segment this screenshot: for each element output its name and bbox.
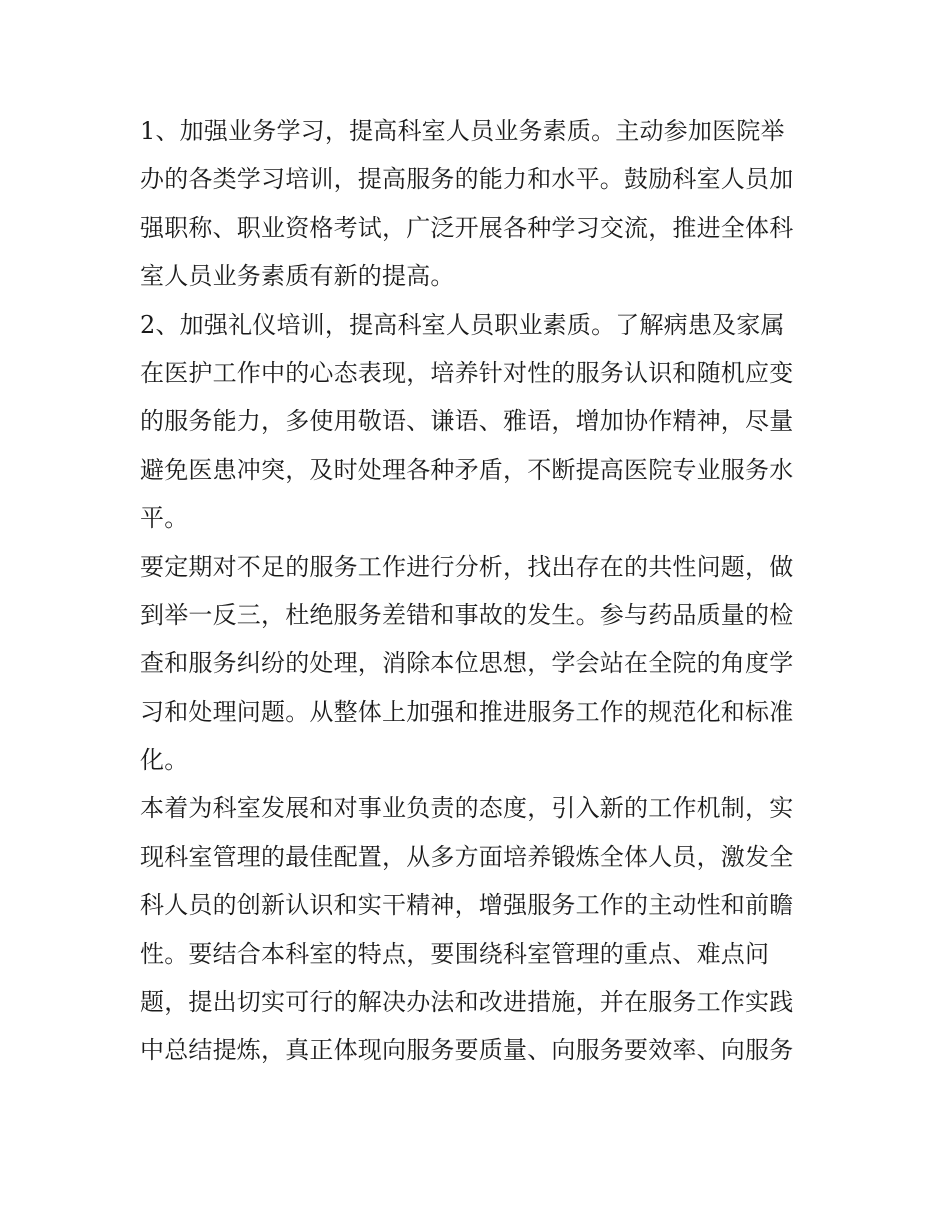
text-line: 的服务能力，多使用敬语、谦语、雅语，增加协作精神，尽量 <box>140 407 794 436</box>
text-line: 题，提出切实可行的解决办法和改进措施，并在服务工作实践 <box>140 988 794 1017</box>
text-line: 强职称、职业资格考试，广泛开展各种学习交流，推进全体科 <box>140 213 794 242</box>
text-line: 中总结提炼，真正体现向服务要质量、向服务要效率、向服务 <box>140 1036 794 1065</box>
document-body <box>140 107 820 1075</box>
text-line: 1、加强业务学习，提高科室人员业务素质。主动参加医院举 <box>140 117 785 145</box>
text-line: 科人员的创新认识和实干精神，增强服务工作的主动性和前瞻 <box>140 891 794 920</box>
text-line: 办的各类学习培训，提高服务的能力和水平。鼓励科室人员加 <box>140 165 794 194</box>
text-line: 现科室管理的最佳配置，从多方面培养锻炼全体人员，激发全 <box>140 842 794 871</box>
text-line: 2、加强礼仪培训，提高科室人员职业素质。了解病患及家属 <box>140 310 785 339</box>
text-line: 本着为科室发展和对事业负责的态度，引入新的工作机制，实 <box>140 794 794 823</box>
text-line: 室人员业务素质有新的提高。 <box>140 262 455 291</box>
text-line: 习和处理问题。从整体上加强和推进服务工作的规范化和标准 <box>140 697 794 726</box>
text-line: 要定期对不足的服务工作进行分析，找出存在的共性问题，做 <box>140 552 794 581</box>
text-line: 性。要结合本科室的特点，要围绕科室管理的重点、难点问 <box>140 939 770 968</box>
text-line: 平。 <box>140 504 189 533</box>
text-line: 到举一反三，杜绝服务差错和事故的发生。参与药品质量的检 <box>140 600 794 629</box>
text-line: 避免医患冲突，及时处理各种矛盾，不断提高医院专业服务水 <box>140 455 794 484</box>
text-line: 化。 <box>140 746 189 775</box>
text-line: 在医护工作中的心态表现，培养针对性的服务认识和随机应变 <box>140 358 794 387</box>
text-line: 查和服务纠纷的处理，消除本位思想，学会站在全院的角度学 <box>140 649 794 678</box>
